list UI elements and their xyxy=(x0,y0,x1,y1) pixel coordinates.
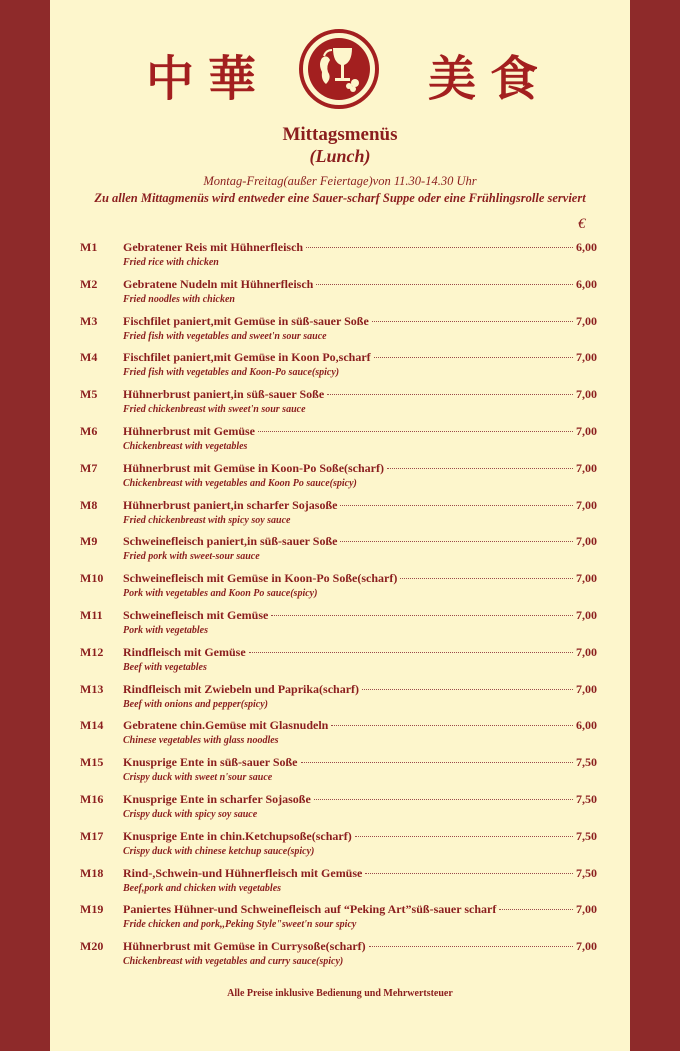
opening-hours: Montag-Freitag(außer Feiertage)von 11.30-14.30 Uhr xyxy=(203,174,477,188)
menu-item-line xyxy=(123,902,597,917)
menu-item-name-en: Chinese vegetables with glass noodles xyxy=(123,735,279,747)
menu-item-name-en: Crispy duck with sweet n'sour sauce xyxy=(123,772,273,784)
menu-item-code: M8 xyxy=(80,497,98,512)
menu-item xyxy=(80,498,600,535)
currency-label: € xyxy=(578,216,586,232)
menu-item-name-en: Fried chickenbreast with spicy soy sauce xyxy=(123,514,291,526)
menu-item-name-de: Schweinefleisch mit Gemüse in Koon-Po Soße(scharf) xyxy=(123,571,398,586)
menu-item-line xyxy=(123,277,597,292)
menu-item-price: 6,00 xyxy=(576,276,597,291)
menu-item xyxy=(80,240,600,277)
menu-item-line xyxy=(123,350,597,365)
menu-item-name-en: Pork with vegetables and Koon Po sauce(spicy) xyxy=(123,588,318,600)
dotted-leader xyxy=(372,321,573,322)
menu-item-name-de: Gebratener Reis mit Hühnerfleisch xyxy=(123,240,304,254)
menu-item-line xyxy=(123,571,597,586)
menu-item-name-de: Rindfleisch mit Zwiebeln und Paprika(scharf) xyxy=(123,681,360,696)
menu-item-line xyxy=(123,424,597,439)
menu-item xyxy=(80,755,600,792)
menu-item xyxy=(80,387,600,424)
menu-item-code: M14 xyxy=(80,718,104,733)
menu-item-line xyxy=(123,866,597,881)
menu-item-price: 7,50 xyxy=(576,828,597,843)
menu-item-price: 7,00 xyxy=(576,939,597,954)
price-footnote: Alle Preise inklusive Bedienung und Mehrwertsteuer xyxy=(227,988,453,999)
menu-item xyxy=(80,608,600,645)
menu-item-line xyxy=(123,461,597,476)
menu-item-name-de: Gebratene chin.Gemüse mit Glasnudeln xyxy=(123,718,329,733)
dotted-leader xyxy=(258,431,573,432)
menu-item-code: M16 xyxy=(80,791,104,806)
menu-item-name-de: Rind-,Schwein-und Hühnerfleisch mit Gemüse xyxy=(123,865,363,880)
menu-item-name-en: Chickenbreast with vegetables and curry sauce(spicy) xyxy=(123,956,344,968)
menu-item-price: 7,00 xyxy=(576,681,597,696)
menu-item-code: M19 xyxy=(80,902,104,917)
menu-item xyxy=(80,461,600,498)
menu-item-name-de: Hühnerbrust paniert,in süß-sauer Soße xyxy=(123,387,325,402)
menu-item-price: 7,00 xyxy=(576,313,597,328)
menu-item-code: M4 xyxy=(80,350,98,365)
menu-item-name-de: Fischfilet paniert,mit Gemüse in süß-sauer Soße xyxy=(123,313,369,328)
menu-item-line xyxy=(123,792,597,807)
menu-item-name-en: Beef with vegetables xyxy=(123,661,207,673)
menu-item-name-en: Fried fish with vegetables and Koon-Po sauce(spicy) xyxy=(123,367,340,379)
menu-item-code: M18 xyxy=(80,865,104,880)
menu-item xyxy=(80,645,600,682)
dotted-leader xyxy=(362,689,573,690)
menu-item xyxy=(80,682,600,719)
menu-item-price: 7,50 xyxy=(576,791,597,806)
menu-header xyxy=(50,26,630,116)
menu-item-name-de: Hühnerbrust paniert,in scharfer Sojasoße xyxy=(123,497,338,512)
menu-item xyxy=(80,277,600,314)
menu-note: Zu allen Mittagmenüs wird entweder eine Sauer-scharf Suppe oder eine Frühlingsrolle serviert xyxy=(94,191,586,205)
menu-item-code: M15 xyxy=(80,755,104,770)
menu-subtitle: (Lunch) xyxy=(309,146,371,166)
menu-item-line xyxy=(123,387,597,402)
menu-item-code: M3 xyxy=(80,313,98,328)
menu-item-line xyxy=(123,608,597,623)
menu-item-price: 7,00 xyxy=(576,607,597,622)
menu-item-price: 7,00 xyxy=(576,644,597,659)
menu-item-code: M9 xyxy=(80,534,98,549)
menu-item xyxy=(80,792,600,829)
menu-item xyxy=(80,314,600,351)
menu-item-name-de: Rindfleisch mit Gemüse xyxy=(123,644,246,659)
menu-item xyxy=(80,350,600,387)
menu-item xyxy=(80,534,600,571)
menu-item-name-de: Gebratene Nudeln mit Hühnerfleisch xyxy=(123,276,314,291)
menu-item-name-de: Hühnerbrust mit Gemüse xyxy=(123,423,255,438)
menu-item-name-de: Knusprige Ente in chin.Ketchupsoße(scharf) xyxy=(123,828,352,843)
dotted-leader xyxy=(365,873,573,874)
menu-item xyxy=(80,424,600,461)
menu-item-price: 7,00 xyxy=(576,423,597,438)
menu-item-name-en: Beef,pork and chicken with vegetables xyxy=(123,882,282,894)
menu-item-line xyxy=(123,645,597,660)
menu-item-code: M7 xyxy=(80,460,98,475)
dotted-leader xyxy=(327,394,573,395)
dotted-leader xyxy=(340,541,573,542)
menu-item-price: 7,00 xyxy=(576,350,597,365)
menu-item-code: M12 xyxy=(80,644,104,659)
menu-item-price: 7,00 xyxy=(576,571,597,586)
menu-item-name-en: Fried pork with sweet-sour sauce xyxy=(123,551,260,563)
menu-item-code: M5 xyxy=(80,387,98,402)
menu-item-name-en: Chickenbreast with vegetables xyxy=(123,440,248,452)
menu-item-line xyxy=(123,755,597,770)
chinese-title-left: 中華 xyxy=(146,51,271,107)
menu-item-code: M17 xyxy=(80,828,104,843)
menu-item-name-de: Paniertes Hühner-und Schweinefleisch auf “Peking Art”süß-sauer scharf xyxy=(123,902,497,917)
dotted-leader xyxy=(340,505,573,506)
menu-item-price: 7,00 xyxy=(576,460,597,475)
menu-item-line xyxy=(123,829,597,844)
menu-item-code: M10 xyxy=(80,571,104,586)
menu-item-price: 6,00 xyxy=(576,240,597,254)
menu-item-name-en: Fried rice with chicken xyxy=(123,257,219,268)
dotted-leader xyxy=(369,946,573,947)
menu-item-line xyxy=(123,682,597,697)
dotted-leader xyxy=(400,578,573,579)
menu-item-code: M1 xyxy=(80,240,98,254)
menu-item-line xyxy=(123,498,597,513)
dotted-leader xyxy=(306,247,573,248)
menu-item-name-de: Hühnerbrust mit Gemüse in Currysoße(scharf) xyxy=(123,939,366,954)
dotted-leader xyxy=(387,468,573,469)
menu-item-name-en: Beef with onions and pepper(spicy) xyxy=(123,698,268,710)
menu-page xyxy=(50,0,630,1051)
menu-item xyxy=(80,718,600,755)
menu-item-name-de: Schweinefleisch mit Gemüse xyxy=(123,607,269,622)
menu-item-line xyxy=(123,718,597,733)
menu-item-price: 7,00 xyxy=(576,497,597,512)
menu-item-name-en: Crispy duck with chinese ketchup sauce(spicy) xyxy=(123,845,315,857)
menu-item-name-de: Fischfilet paniert,mit Gemüse in Koon Po,scharf xyxy=(123,350,371,365)
dotted-leader xyxy=(331,725,573,726)
menu-item-name-en: Pork with vegetables xyxy=(123,624,208,636)
menu-item xyxy=(80,902,600,939)
dotted-leader xyxy=(316,284,573,285)
menu-item-code: M13 xyxy=(80,681,104,696)
dotted-leader xyxy=(249,652,573,653)
menu-item xyxy=(80,939,600,976)
menu-item-price: 7,00 xyxy=(576,534,597,549)
menu-item xyxy=(80,829,600,866)
dotted-leader xyxy=(355,836,573,837)
menu-item-code: M11 xyxy=(80,607,103,622)
menu-item-price: 7,00 xyxy=(576,387,597,402)
menu-items-list xyxy=(80,240,600,976)
menu-item-name-en: Fried noodles with chicken xyxy=(123,293,235,305)
menu-item-line xyxy=(123,534,597,549)
menu-item-price: 7,50 xyxy=(576,755,597,770)
menu-title: Mittagsmenüs xyxy=(282,124,398,145)
menu-item xyxy=(80,866,600,903)
dotted-leader xyxy=(301,762,574,763)
menu-item-code: M6 xyxy=(80,423,98,438)
menu-item-name-en: Fried chickenbreast with sweet'n sour sauce xyxy=(123,404,306,416)
dotted-leader xyxy=(271,615,573,616)
menu-item-name-en: Crispy duck with spicy soy sauce xyxy=(123,808,258,820)
menu-item-line xyxy=(123,240,597,255)
menu-item-price: 7,00 xyxy=(576,902,597,917)
menu-item xyxy=(80,571,600,608)
menu-item-code: M2 xyxy=(80,276,98,291)
menu-item-price: 7,50 xyxy=(576,865,597,880)
menu-item-name-en: Fried fish with vegetables and sweet'n sour sauce xyxy=(123,330,327,342)
menu-item-name-de: Schweinefleisch paniert,in süß-sauer Soße xyxy=(123,534,338,549)
menu-item-line xyxy=(123,314,597,329)
menu-item-name-de: Knusprige Ente in süß-sauer Soße xyxy=(123,755,298,770)
wine-glass-emblem-icon xyxy=(298,28,380,110)
menu-item-code: M20 xyxy=(80,939,104,954)
dotted-leader xyxy=(314,799,573,800)
chinese-title-right: 美食 xyxy=(428,51,553,107)
menu-item-name-de: Hühnerbrust mit Gemüse in Koon-Po Soße(scharf) xyxy=(123,460,384,475)
dotted-leader xyxy=(499,909,573,910)
menu-item-name-en: Fride chicken and pork,,Peking Style"sweet'n sour spicy xyxy=(123,919,357,931)
menu-item-line xyxy=(123,939,597,954)
dotted-leader xyxy=(374,357,573,358)
menu-item-name-en: Chickenbreast with vegetables and Koon Po sauce(spicy) xyxy=(123,477,357,489)
menu-item-name-de: Knusprige Ente in scharfer Sojasoße xyxy=(123,791,311,806)
menu-item-price: 6,00 xyxy=(576,718,597,733)
